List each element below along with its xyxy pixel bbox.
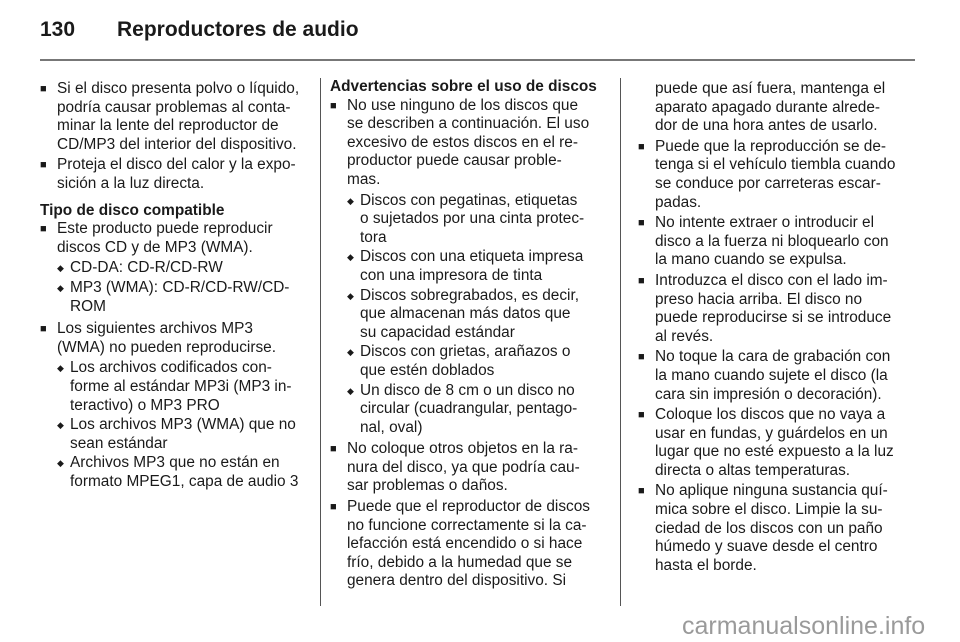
column-1	[40, 80, 320, 492]
watermark: carmanualsonline.info	[682, 612, 926, 640]
item-text: Puede que el reproductor de discos no funcione correctamente si la ca- lefacción está encendido o si hace frío, debido a la humedad que se genera dentro del dispositivo. Si	[347, 498, 590, 590]
diamond-icon: ◆	[347, 252, 354, 263]
sub-item	[347, 382, 610, 438]
list-item	[40, 80, 320, 154]
item-text: Este producto puede reproducir discos CD y de MP3 (WMA).	[57, 220, 273, 256]
bullet-icon: ■	[638, 274, 645, 287]
bullet-icon: ■	[638, 351, 645, 364]
item-text: Los siguientes archivos MP3 (WMA) no pueden reproducirse.	[57, 320, 276, 356]
item-text: Si el disco presenta polvo o líquido, podría causar problemas al conta- minar la lente del reproductor de CD/MP3 del interior del dispositivo.	[57, 80, 300, 153]
page-number: 130	[40, 18, 76, 41]
sub-item	[347, 248, 610, 285]
item-text: CD-DA: CD-R/CD-RW	[70, 259, 223, 277]
item-text: Introduzca el disco con el lado im- preso hacia arriba. El disco no puede reproducirse si se introduce al revés.	[655, 271, 892, 345]
item-text: No toque la cara de grabación con la mano cuando sujete el disco (la cara sin impresión o decoración).	[655, 348, 891, 403]
bullet-icon: ■	[40, 159, 47, 172]
item-text: Discos sobregrabados, es decir, que almacenan más datos que su capacidad estándar	[360, 286, 580, 341]
list-item	[40, 220, 320, 257]
item-text: Los archivos MP3 (WMA) que no sean estándar	[70, 416, 296, 452]
sub-item	[57, 279, 320, 316]
bullet-icon: ■	[638, 409, 645, 422]
item-text: No coloque otros objetos en la ra- nura del disco, ya que podría cau- sar problemas o daños.	[347, 440, 580, 495]
continued-text: puede que así fuera, mantenga el aparato apagado durante alrede- dor de una hora antes de usarlo.	[655, 80, 886, 135]
list-item	[40, 320, 320, 357]
page-title: Reproductores de audio	[117, 18, 359, 41]
sub-item	[347, 192, 610, 248]
bullet-icon: ■	[40, 83, 47, 95]
bullet-icon: ■	[638, 217, 645, 230]
item-text: Discos con grietas, arañazos o que estén doblados	[360, 343, 571, 379]
list-item	[638, 406, 918, 480]
bullet-icon: ■	[40, 223, 47, 236]
item-text: Un disco de 8 cm o un disco no circular (cuadrangular, pentago- nal, oval)	[360, 381, 578, 436]
header-rule	[40, 59, 915, 61]
list-item	[638, 138, 918, 212]
item-text: MP3 (WMA): CD-R/CD-RW/CD- ROM	[70, 278, 290, 315]
section-heading: Tipo de disco compatible	[40, 201, 225, 219]
bullet-icon: ■	[638, 485, 645, 498]
diamond-icon: ◆	[57, 263, 64, 274]
sub-item	[57, 259, 320, 278]
item-text: Archivos MP3 que no están en formato MPEG1, capa de audio 3	[70, 454, 299, 490]
bullet-icon: ■	[638, 140, 645, 153]
column-divider	[320, 78, 321, 606]
diamond-icon: ◆	[57, 282, 64, 293]
item-text: No intente extraer o introducir el disco a la fuerza ni bloquearlo con la mano cuando se expulsa.	[655, 214, 889, 269]
bullet-icon: ■	[330, 443, 337, 456]
item-text: No use ninguno de los discos que se describen a continuación. El uso excesivo de estos discos en el re- productor puede causar proble- mas.	[347, 96, 590, 188]
diamond-icon: ◆	[57, 420, 64, 431]
sub-item	[57, 359, 320, 415]
column-2	[330, 78, 610, 593]
list-item	[638, 348, 918, 404]
section-heading: Advertencias sobre el uso de discos	[330, 78, 597, 95]
item-text: Coloque los discos que no vaya a usar en fundas, y guárdelos en un lugar que no esté expuesto a la luz directa o altas temperaturas.	[655, 406, 894, 479]
bullet-icon: ■	[330, 501, 337, 514]
list-item	[638, 272, 918, 346]
item-text: No aplique ninguna sustancia quí- mica sobre el disco. Limpie la su- ciedad de los discos con un paño húmedo y suave desde el centro hasta el borde.	[655, 482, 888, 574]
diamond-icon: ◆	[57, 363, 64, 374]
bullet-icon: ■	[330, 99, 337, 112]
list-item	[638, 482, 918, 575]
sub-item	[57, 454, 320, 491]
list-item	[330, 498, 610, 591]
sub-item	[347, 343, 610, 380]
column-divider	[620, 78, 621, 606]
item-text: Discos con pegatinas, etiquetas o sujetados por una cinta protec- tora	[360, 191, 585, 246]
list-item	[40, 156, 320, 193]
list-item	[638, 214, 918, 270]
list-item	[330, 97, 610, 190]
item-text: Los archivos codificados con- forme al estándar MP3i (MP3 in- teractivo) o MP3 PRO	[70, 359, 292, 414]
item-text: Puede que la reproducción se de- tenga si el vehículo tiembla cuando se conduce por carreteras escar- padas.	[655, 137, 896, 211]
sub-item	[57, 416, 320, 453]
item-text: Discos con una etiqueta impresa con una impresora de tinta	[360, 248, 584, 284]
diamond-icon: ◆	[347, 347, 354, 358]
diamond-icon: ◆	[347, 385, 354, 396]
diamond-icon: ◆	[57, 458, 64, 469]
sub-item	[347, 287, 610, 343]
bullet-icon: ■	[40, 323, 47, 336]
diamond-icon: ◆	[347, 290, 354, 301]
list-item	[330, 440, 610, 496]
item-text: Proteja el disco del calor y la expo- sición a la luz directa.	[57, 156, 296, 192]
diamond-icon: ◆	[347, 195, 354, 206]
column-3	[638, 80, 918, 577]
